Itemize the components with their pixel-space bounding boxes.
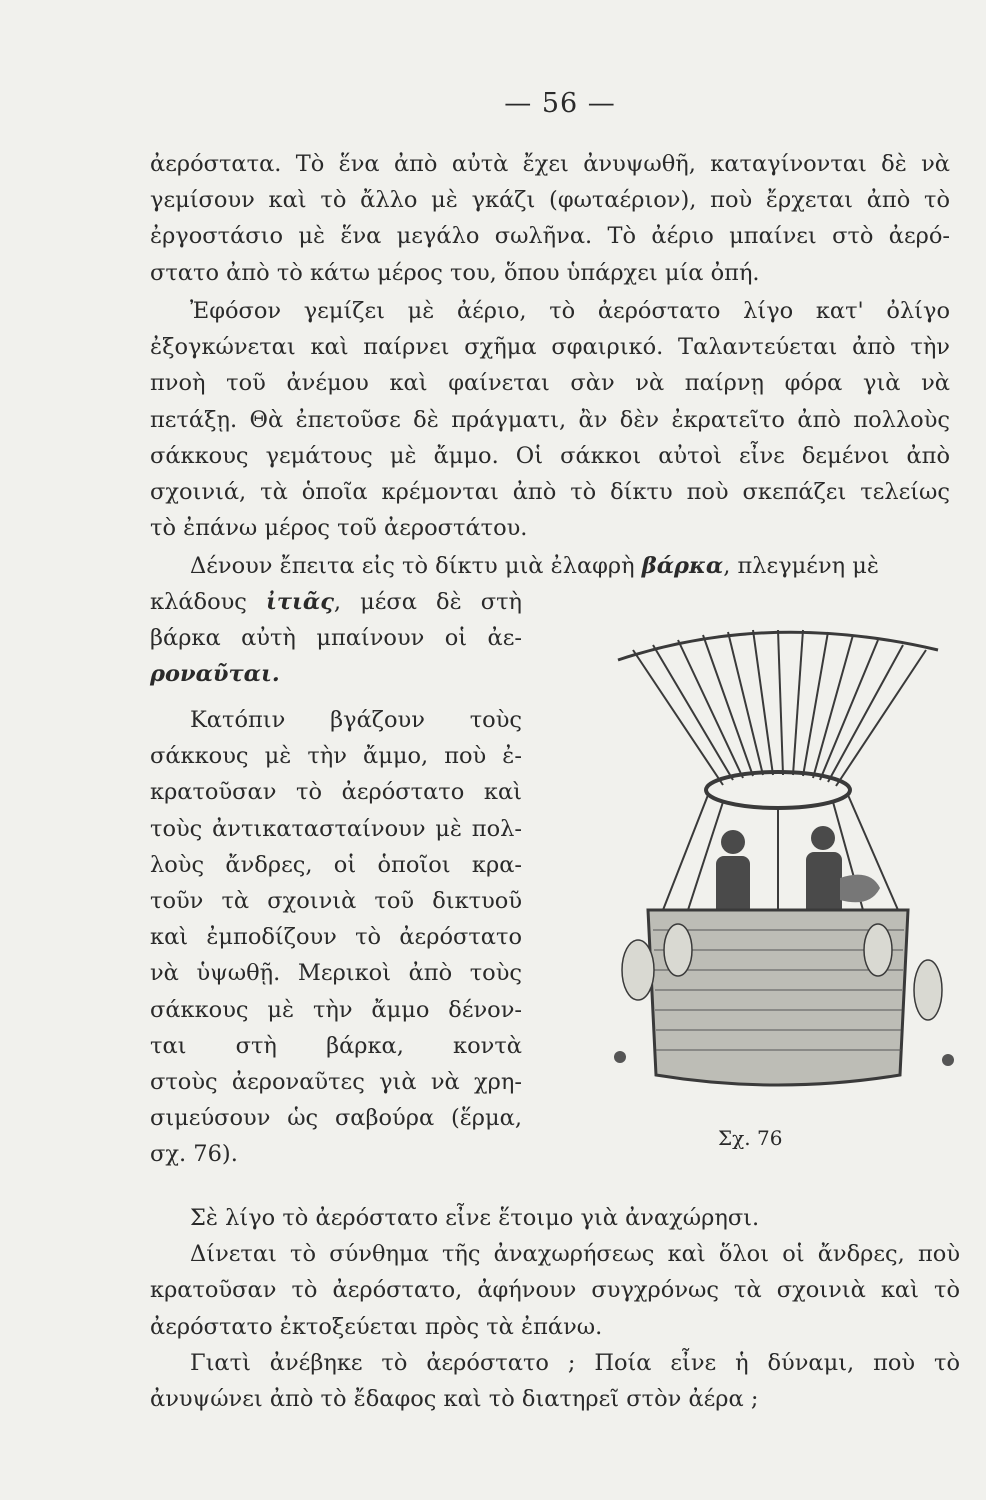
text-line: ἐργοστάσιο μὲ ἕνα μεγάλο σωλῆνα. Τὸ ἀέριο μπαίνει στὸ ἀερό- (150, 223, 950, 250)
emphasis-term: ροναῦται. (150, 661, 280, 688)
text-line: κρατοῦσαν τὸ ἀερόστατο καὶ (150, 779, 522, 806)
text-line: σάκκους γεμάτους μὲ ἄμμο. Οἱ σάκκοι αὐτοὶ εἶνε δεμένοι ἀπὸ (150, 442, 950, 469)
text-line: λοὺς ἄνδρες, οἱ ὁποῖοι κρα- (150, 851, 522, 878)
text-span: Δένουν ἔπειτα εἰς τὸ δίκτυ μιὰ ἐλαφρὴ (190, 553, 642, 579)
text-line: σχ. 76). (150, 1141, 238, 1168)
text-line (150, 548, 950, 584)
text-line: σάκκους μὲ τὴν ἄμμο, ποὺ ἐ- (150, 743, 522, 770)
emphasis-term: ἰτιᾶς (265, 589, 334, 615)
text-line: ἀερόστατα. Τὸ ἕνα ἀπὸ αὐτὰ ἔχει ἀνυψωθῆ, καταγίνονται δὲ νὰ (150, 151, 950, 177)
paragraph-2 (150, 293, 950, 546)
balloon-basket-illustration (608, 620, 958, 1100)
text-line: βάρκα αὐτὴ μπαίνουν οἱ ἀε- (150, 625, 522, 652)
text-line: Γιατὶ ἀνέβηκε τὸ ἀερόστατο ; Ποία εἶνε ἡ δύναμι, ποὺ τὸ (190, 1349, 960, 1376)
page-number: — 56 — (504, 88, 616, 119)
text-line: στατο ἀπὸ τὸ κάτω μέρος του, ὅπου ὑπάρχει μία ὀπή. (150, 259, 760, 286)
text-line: Κατόπιν βγάζουν τοὺς (190, 707, 522, 733)
paragraph-4 (150, 702, 522, 1173)
text-line: στοὺς ἀεροναῦτες γιὰ νὰ χρη- (150, 1069, 522, 1096)
text-line: πνοὴ τοῦ ἀνέμου καὶ φαίνεται σὰν νὰ παίρνῃ φόρα γιὰ νὰ (150, 370, 950, 397)
text-line: τοὺς ἀντικατασταίνουν μὲ πολ- (150, 815, 522, 842)
emphasis-term: βάρκα (641, 553, 724, 579)
text-line: σχοινιά, τὰ ὁποῖα κρέμονται ἀπὸ τὸ δίκτυ ποὺ σκεπάζει τελείως (150, 479, 950, 506)
figure-caption: Σχ. 76 (718, 1126, 783, 1150)
text-line: τοῦν τὰ σχοινιὰ τοῦ δικτυοῦ (150, 888, 522, 915)
text-line: νὰ ὑψωθῇ. Μερικοὶ ἀπὸ τοὺς (150, 960, 522, 987)
text-line: ται στὴ βάρκα, κοντὰ (150, 1032, 522, 1059)
text-line: Ἐφόσον γεμίζει μὲ ἀέριο, τὸ ἀερόστατο λίγο κατ' ὀλίγο (190, 298, 950, 324)
text-line: γεμίσουν καὶ τὸ ἄλλο μὲ γκάζι (φωταέριον), ποὺ ἔρχεται ἀπὸ τὸ (150, 187, 950, 214)
text-line: τὸ ἐπάνω μέρος τοῦ ἀεροστάτου. (150, 515, 528, 542)
paragraph-3-first-line (150, 548, 950, 584)
text-line: Σὲ λίγο τὸ ἀερόστατο εἶνε ἕτοιμο γιὰ ἀναχώρησι. (190, 1205, 760, 1231)
text-line: ἀνυψώνει ἀπὸ τὸ ἔδαφος καὶ τὸ διατηρεῖ στὸν ἀέρα ; (150, 1386, 759, 1413)
text-line: κρατοῦσαν τὸ ἀερόστατο, ἀφήνουν συγχρόνως τὰ σχοινιὰ καὶ τὸ (150, 1277, 960, 1304)
text-line: ἐξογκώνεται καὶ παίρνει σχῆμα σφαιρικό. Ταλαντεύεται ἀπὸ τὴν (150, 334, 950, 361)
text-line: Δίνεται τὸ σύνθημα τῆς ἀναχωρήσεως καὶ ὅλοι οἱ ἄνδρες, ποὺ (190, 1241, 960, 1268)
text-line: σιμεύσουν ὡς σαβούρα (ἕρμα, (150, 1105, 522, 1132)
text-span: , πλεγμένη μὲ (723, 553, 879, 579)
text-line (150, 584, 522, 620)
text-span: κλάδους (150, 589, 266, 615)
text-span: , μέσα δὲ στὴ (333, 589, 522, 615)
text-line: πετάξῃ. Θὰ ἐπετοῦσε δὲ πράγματι, ἂν δὲν ἐκρατεῖτο ἀπὸ πολλοὺς (150, 406, 950, 433)
paragraph-1 (150, 146, 950, 291)
balloon-basket-drawing (608, 620, 958, 1100)
text-line: σάκκους μὲ τὴν ἄμμο δένον- (150, 996, 522, 1023)
paragraph-3-column (150, 584, 522, 693)
text-line: καὶ ἐμποδίζουν τὸ ἀερόστατο (150, 924, 522, 951)
bottom-text (150, 1200, 960, 1417)
text-line: ἀερόστατο ἐκτοξεύεται πρὸς τὰ ἐπάνω. (150, 1313, 603, 1340)
